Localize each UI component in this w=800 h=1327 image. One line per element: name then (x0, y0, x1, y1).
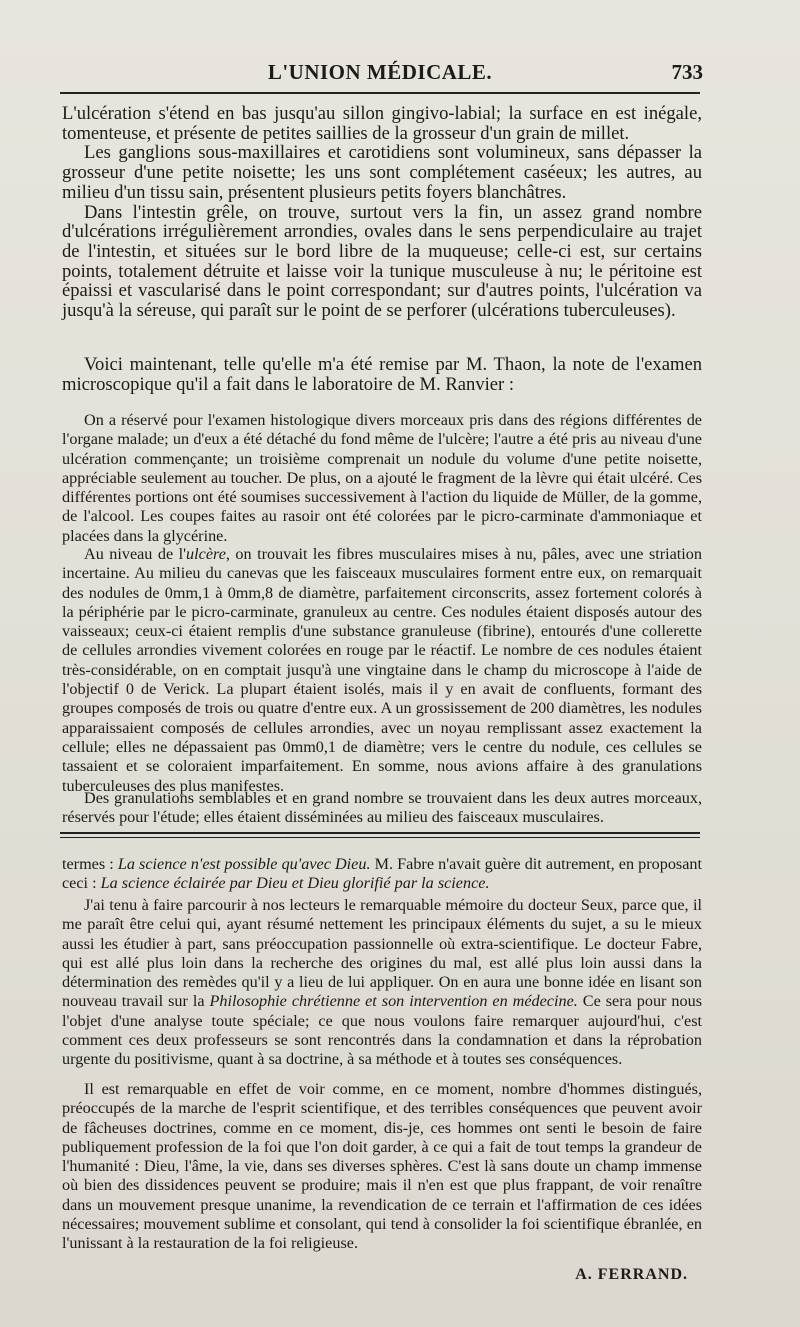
feuilleton-seux-tail: Ce sera pour nous l'objet d'une analyse toute spéciale; ce que nous voulons faire remarquer aujourd'hui, c'est comment ces deux professeurs se sont rencontrés dans la condamnation et dans la réprobation urgente du positivisme, quant à sa doctrine, à sa méthode et à toutes ses conséquences. (62, 992, 702, 1069)
feuilleton-seux (62, 896, 702, 1070)
note-ulcere (62, 545, 702, 796)
paragraph-ulceration: L'ulcération s'étend en bas jusqu'au sillon gingivo-labial; la surface en est inégale, tomenteuse, et présente de petites saillies de la grosseur d'un grain de millet. (62, 103, 702, 144)
feuilleton-termes-middle: M. Fabre n'avait guère dit autrement, en proposant ceci : (62, 855, 702, 893)
paragraph-ganglions: Les ganglions sous-maxillaires et carotidiens sont volumineux, sans dépasser la grosseur d'une petite noisette; les uns sont complétement caséeux; les autres, au milieu d'un tissu sain, présentent plusieurs petits foyers blanchâtres. (62, 142, 702, 203)
note-ulcere-lead: Au niveau de l' (84, 545, 187, 563)
note-ulcere-word: ulcère (186, 545, 226, 563)
paragraph-intestin: Dans l'intestin grêle, on trouve, surtout vers la fin, un assez grand nombre d'ulcérations irrégulièrement arrondies, ovales dans le sens perpendiculaire au trajet de l'intestin, et situées sur le bord libre de la muqueuse; celle-ci est, sur certains points, totalement détruite et laisse voir la tunique musculeuse à nu; le péritoine est épaissi et vascularisé dans le point correspondant; sur d'autres points, l'ulcération va jusqu'à la séreuse, qui paraît sur le point de se perforer (ulcérations tuberculeuses). (62, 201, 702, 322)
feuilleton-seux-text: J'ai tenu à faire parcourir à nos lecteurs le remarquable mémoire du docteur Seux, parce que, il me paraît être celui qui, ayant résumé nettement les principaux éléments du sujet, a su le mieux aussi les étudier à part, sans préoccupation passionnelle où extra-scientifique. Le docteur Fabre, qui est allé plus loin dans la recherche des origines du mal, est allé plus loin aussi dans la détermination des remèdes qu'il y a lieu de lui appliquer. On en aura une bonne idée en lisant son nouveau travail sur la (62, 896, 702, 1011)
feuilleton-rule-top (60, 832, 700, 834)
paragraph-examen-intro: Voici maintenant, telle qu'elle m'a été remise par M. Thaon, la note de l'examen microscopique qu'il a fait dans le laboratoire de M. Ranvier : (62, 354, 702, 395)
feuilleton-termes (62, 855, 702, 894)
page-header (60, 58, 703, 88)
feuilleton-termes-lead: termes : (62, 855, 118, 873)
journal-title: L'UNION MÉDICALE. (267, 60, 493, 84)
note-observation: On a réservé pour l'examen histologique divers morceaux pris dans des régions différentes de l'organe malade; un d'eux a été détaché du fond même de l'ulcère; l'autre a été pris au niveau d'une ulcération commençante; un troisième comprenait un nodule du volume d'une petite noisette, appréciable seulement au toucher. De plus, on a ajouté le fragment de la lèvre qui était ulcéré. Ces différentes portions ont été soumises successivement à l'action du liquide de Müller, de la gomme, de l'alcool. Les coupes faites au rasoir ont été colorées par le picro-carminate d'ammoniaque et placées dans la glycérine. (62, 411, 702, 545)
note-ulcere-text: , on trouvait les fibres musculaires mises à nu, pâles, avec une striation incertaine. Au milieu du canevas que les faisceaux musculaires forment entre eux, on remarquait des nodules de 0mm,1 à 0mm,8 de diamètre, parfaitement circonscrits, assez fortement colorés à la périphérie par le picro-carminate, granuleux au centre. Ces nodules étaient disposés autour des vaisseaux; ceux-ci étaient remplis d'une substance granuleuse (fibrine), entourés d'une collerette de cellules arrondies vivement colorées en rouge par le réactif. Le nombre de ces nodules étaient très-considérable, on en comptait jusqu'à une vingtaine dans le champ du microscope à l'aide de l'objectif 0 de Verick. La plupart étaient isolés, mais il y en avait de confluents, formant des groupes composés de trois ou quatre d'entre eux. A un grossissement de 200 diamètres, les nodules apparaissaient composés de cellules arrondies, avec un noyau remplissant assez exactement la cellule; elles ne dépassaient pas 0mm0,1 de diamètre; vers le centre du nodule, ces cellules se tassaient et se coloraient imparfaitement. En somme, nous avions affaire à des granulations tuberculeuses des plus manifestes. (62, 545, 702, 795)
feuilleton-quote-2: La science éclairée par Dieu et Dieu glorifié par la science. (100, 874, 490, 893)
feuilleton-work-title: Philosophie chrétienne et son intervention en médecine. (209, 992, 578, 1011)
author-signature: A. FERRAND. (575, 1266, 688, 1283)
feuilleton-rule-bottom (60, 837, 700, 838)
header-rule (60, 92, 700, 94)
note-granulations: Des granulations semblables et en grand nombre se trouvaient dans les deux autres morceaux, réservés pour l'étude; elles étaient disséminées au milieu des faisceaux musculaires. (62, 789, 702, 827)
feuilleton-remarquable: Il est remarquable en effet de voir comme, en ce moment, nombre d'hommes distingués, préoccupés de la marche de l'esprit scientifique, et des terribles conséquences que peuvent avoir de fâcheuses doctrines, comme en ce moment, dis-je, ces hommes ont senti le besoin de faire publiquement profession de la foi que l'on doit garder, à ce qui a fait de tout temps la grandeur de l'humanité : Dieu, l'âme, la vie, dans ses diverses sphères. C'est là sans doute un champ immense où bien des dissidences peuvent se produire; mais il n'en est que plus frappant, de voir renaître dans un mouvement presque unanime, la revendication de ce terrain et l'affirmation de ces idées nécessaires; mouvement sublime et consolant, qui tend à consolider la foi scientifique ébranlée, en l'unissant à la restauration de la foi religieuse. (62, 1080, 702, 1253)
feuilleton-quote-1: La science n'est possible qu'avec Dieu. (117, 855, 371, 873)
article-body (62, 104, 702, 321)
page-number: 733 (671, 60, 703, 84)
